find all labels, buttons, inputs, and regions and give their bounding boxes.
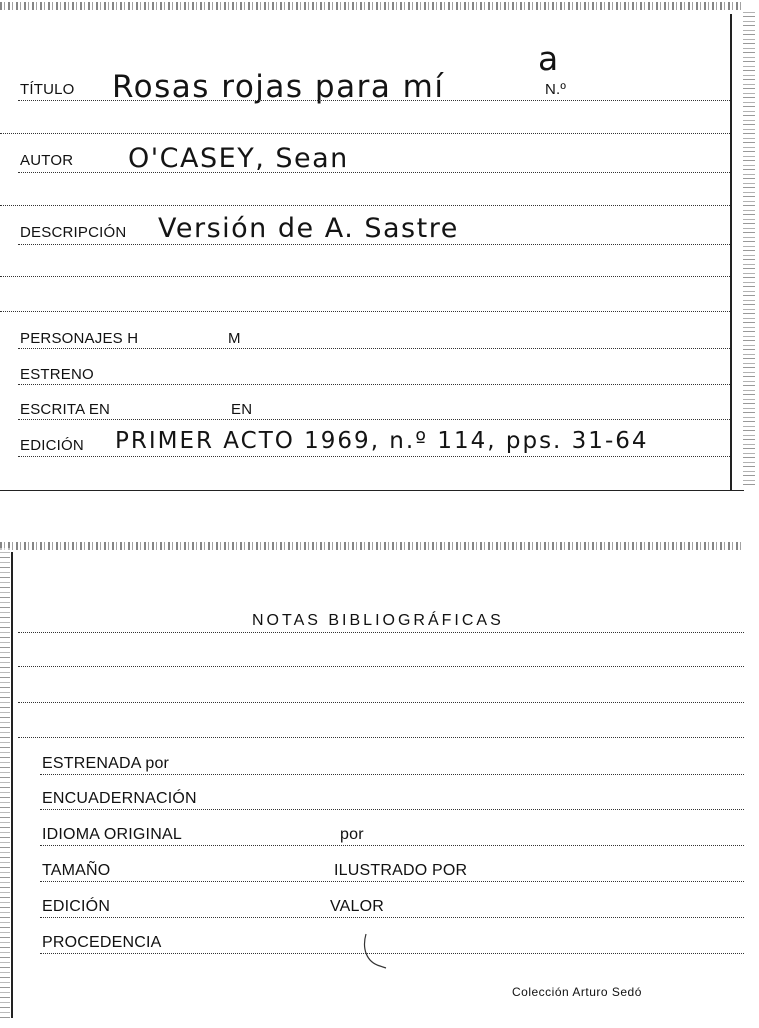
back-catalog-card — [0, 538, 759, 1028]
idioma-original-label: IDIOMA ORIGINAL — [42, 826, 182, 843]
descripcion-label: DESCRIPCIÓN — [20, 224, 127, 241]
personajes-m-label: M — [228, 330, 241, 347]
edicion-label: EDICIÓN — [20, 437, 84, 454]
descripcion-value: Versión de A. Sastre — [158, 213, 459, 244]
autor-line — [18, 172, 730, 173]
edicion-line — [18, 456, 730, 457]
card-right-edge — [743, 10, 755, 485]
notas-bibliograficas-title: NOTAS BIBLIOGRÁFICAS — [252, 612, 504, 629]
encuadernacion-label: ENCUADERNACIÓN — [42, 790, 197, 807]
tamano-line — [40, 881, 744, 882]
descripcion-line-3 — [0, 311, 730, 312]
estreno-label: ESTRENO — [20, 366, 94, 383]
idioma-por-label: por — [340, 826, 364, 843]
card-left-edge — [0, 548, 10, 1018]
numero-value: a — [538, 39, 560, 78]
titulo-line-2 — [0, 133, 730, 134]
card-left-border — [11, 552, 13, 1018]
card-top-edge — [0, 2, 741, 10]
ilustrado-por-label: ILUSTRADO POR — [334, 862, 468, 879]
numero-label: N.º — [545, 81, 567, 98]
estreno-line — [18, 384, 730, 385]
estrenada-line — [40, 774, 744, 775]
titulo-line — [18, 100, 730, 101]
escrita-label: ESCRITA EN — [20, 401, 111, 418]
escrita-line — [18, 419, 730, 420]
card-right-border — [730, 14, 732, 490]
edicion-back-label: EDICIÓN — [42, 898, 111, 915]
pencil-mark — [360, 930, 420, 980]
tamano-label: TAMAÑO — [42, 862, 111, 879]
notas-line-1 — [18, 632, 744, 633]
autor-value: O'CASEY, Sean — [128, 143, 349, 174]
titulo-label: TÍTULO — [20, 81, 75, 98]
coleccion-footer: Colección Arturo Sedó — [512, 985, 642, 999]
valor-label: VALOR — [330, 898, 385, 915]
edicion-value: PRIMER ACTO 1969, n.º 114, pps. 31-64 — [115, 428, 649, 454]
autor-label: AUTOR — [20, 152, 74, 169]
encuadernacion-line — [40, 809, 744, 810]
notas-line-2 — [18, 666, 744, 667]
card-top-edge — [0, 542, 743, 550]
notas-line-4 — [18, 737, 744, 738]
notas-line-3 — [18, 702, 744, 703]
descripcion-line — [18, 244, 730, 245]
idioma-line — [40, 845, 744, 846]
escrita-en-label: EN — [231, 401, 253, 418]
titulo-value: Rosas rojas para mí — [112, 69, 445, 105]
personajes-label: PERSONAJES H — [20, 330, 139, 347]
estrenada-label: ESTRENADA por — [42, 755, 170, 772]
front-catalog-card — [0, 0, 759, 495]
card-bottom-border — [0, 490, 744, 491]
personajes-line — [18, 348, 730, 349]
procedencia-label: PROCEDENCIA — [42, 934, 162, 951]
descripcion-line-2 — [0, 276, 730, 277]
edicion-back-line — [40, 917, 744, 918]
autor-line-2 — [0, 205, 730, 206]
